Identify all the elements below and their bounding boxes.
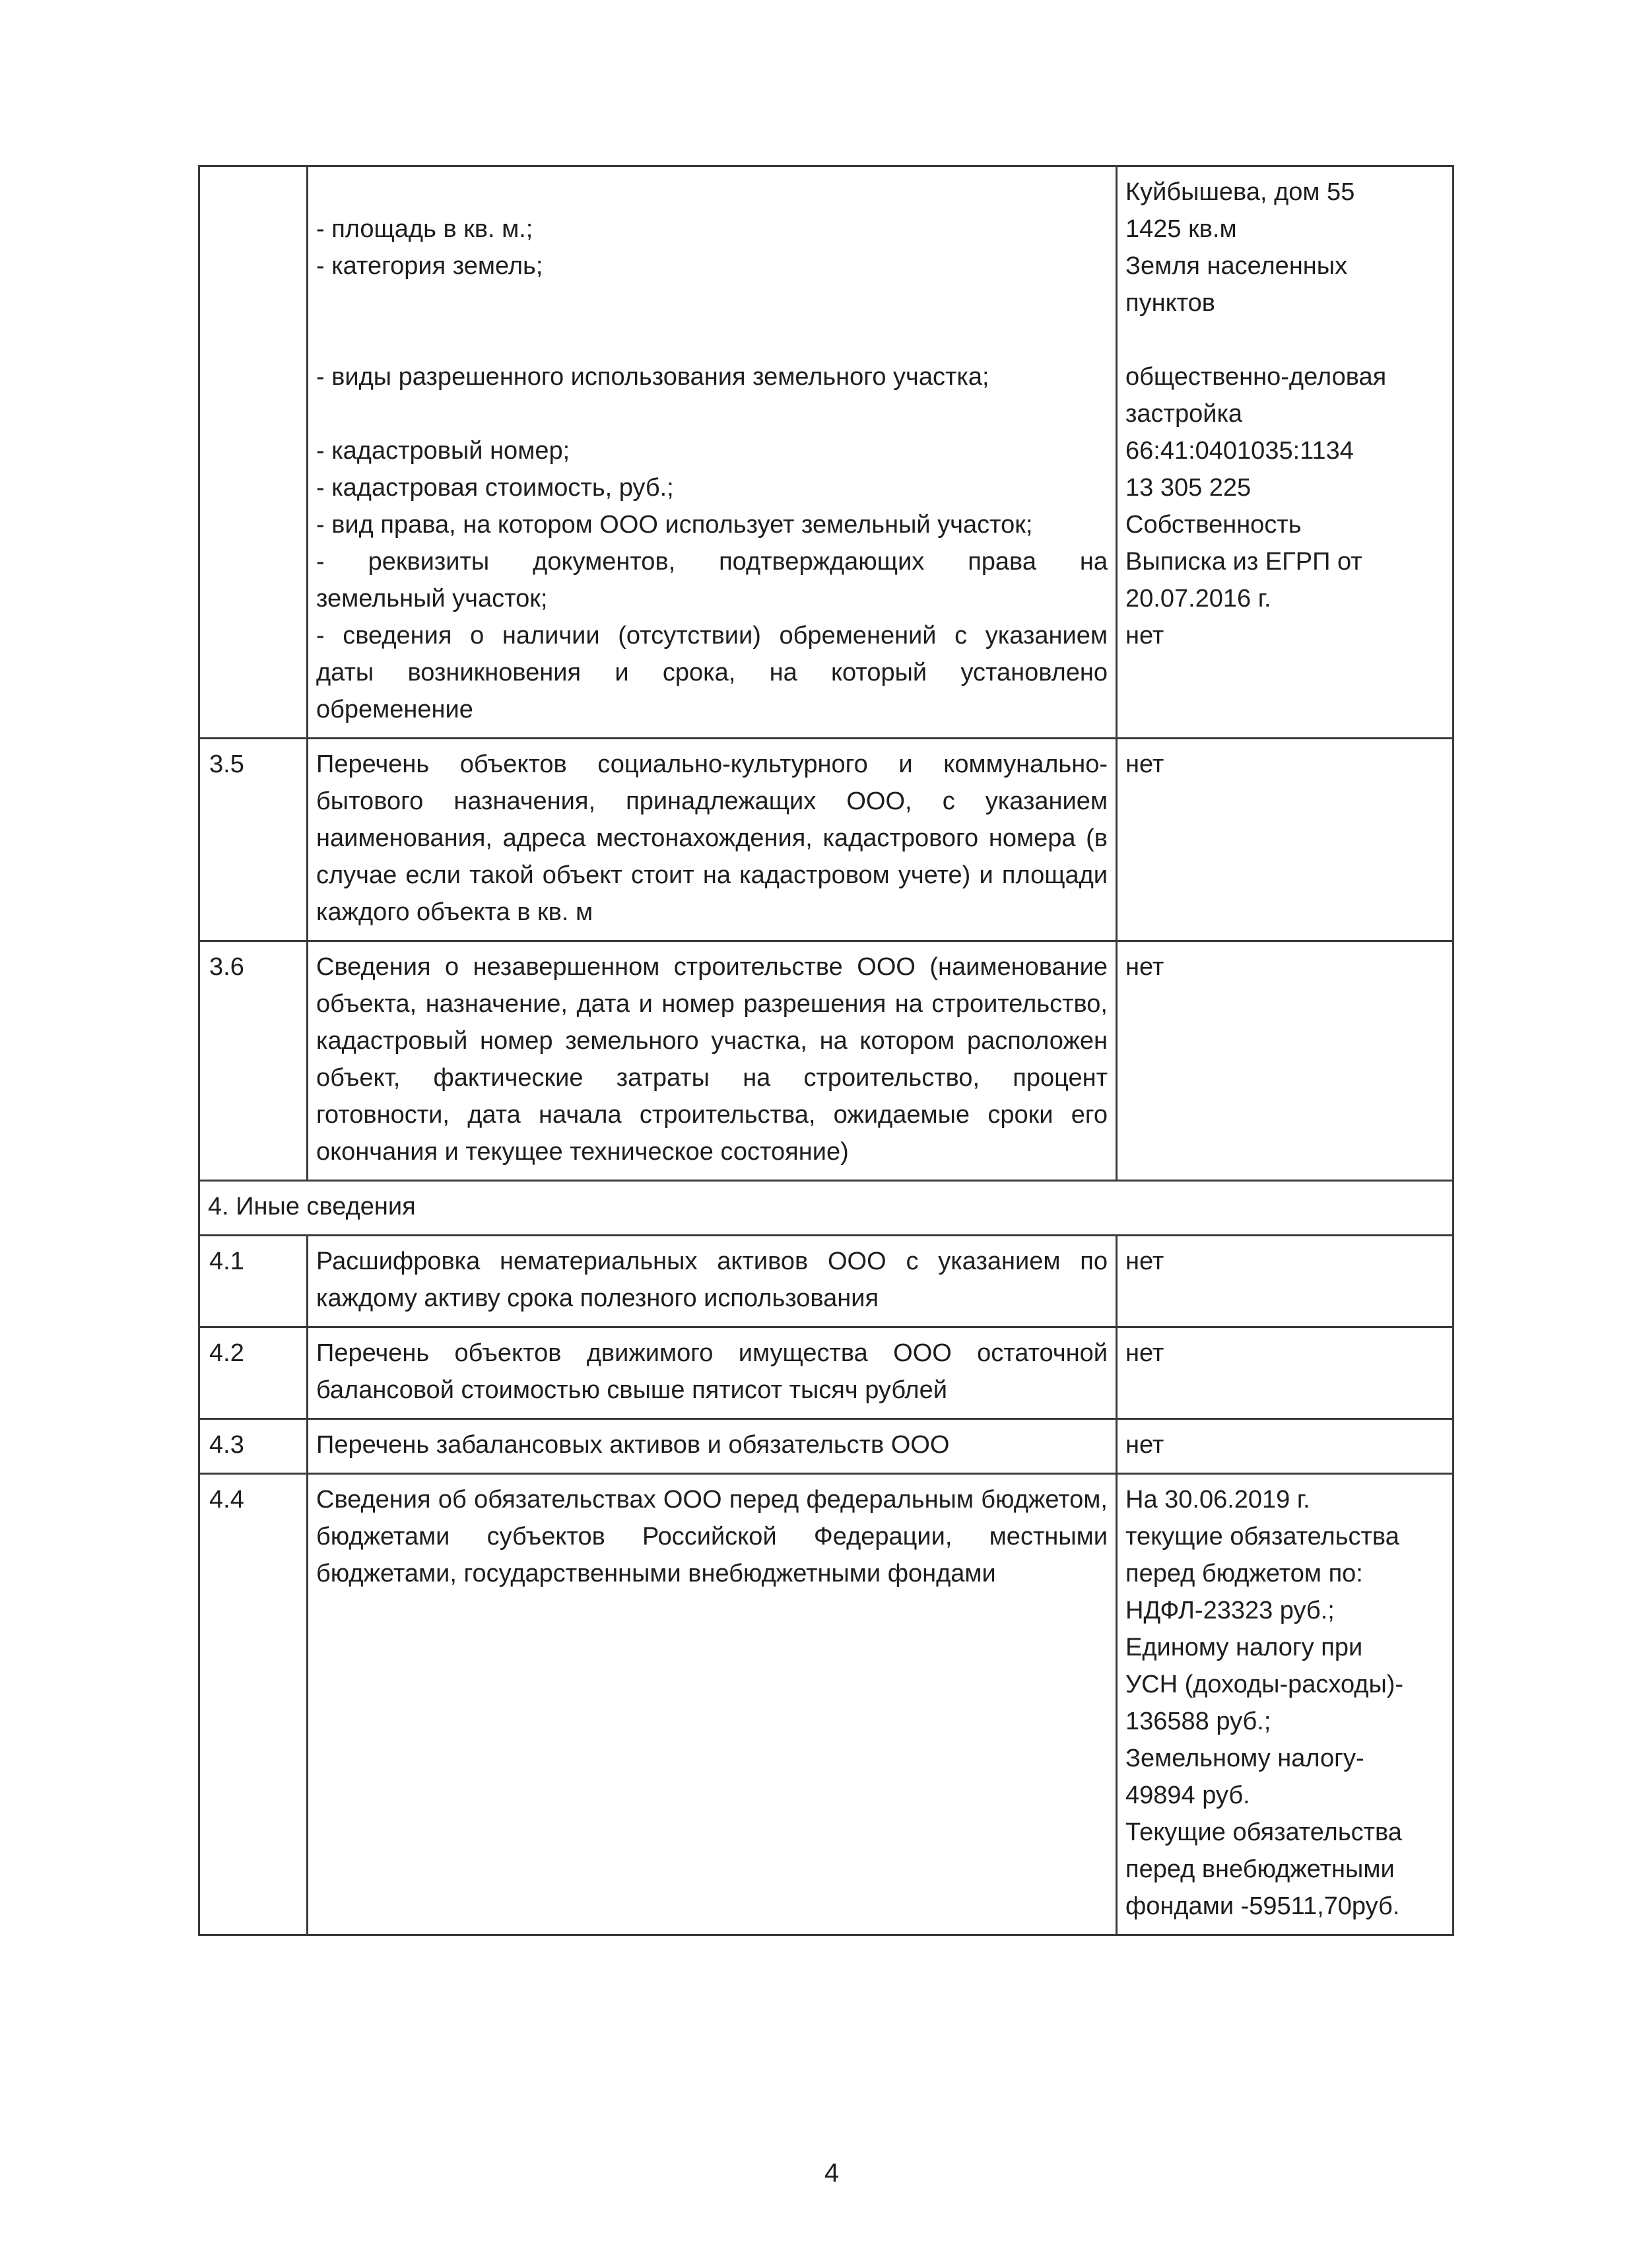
row-number: 4.3	[199, 1419, 308, 1474]
page-number: 4	[824, 2158, 840, 2187]
table-row-4-3	[199, 1419, 1453, 1474]
blank-line	[316, 174, 1108, 211]
area-value: 1425 кв.м	[1125, 215, 1237, 243]
row-number: 4.4	[199, 1474, 308, 1935]
row-description: Сведения об обязательствах ООО перед федеральным бюджетом, бюджетами субъектов Российской Федерации, местными бюджетами, государственными внебюджетными фондами	[308, 1474, 1117, 1935]
table-row-4-2	[199, 1327, 1453, 1419]
permitted-use-value-cont: застройка	[1125, 400, 1243, 428]
desc-line: - реквизиты документов, подтверждающих права на	[316, 548, 1108, 576]
row-description: Перечень объектов социально-культурного и коммунально-бытового назначения, принадлежащих ООО, с указанием наименования, адреса местонахождения, кадастрового номера (в случае если такой объект стоит на кадастровом учете) и площади каждого объекта в кв. м	[308, 739, 1117, 941]
row-value: нет	[1117, 1327, 1453, 1419]
value-line: УСН (доходы-расходы)-	[1125, 1671, 1404, 1698]
desc-line: даты возникновения и срока, на который установлено	[316, 659, 1108, 686]
desc-line: - виды разрешенного использования земельного участка;	[316, 363, 989, 391]
value-line: Текущие обязательства	[1125, 1818, 1402, 1846]
desc-line: земельный участок;	[316, 585, 548, 613]
row-value	[1117, 166, 1453, 739]
row-value: нет	[1117, 1419, 1453, 1474]
value-line: На 30.06.2019 г.	[1125, 1486, 1310, 1514]
value-line: текущие обязательства	[1125, 1523, 1399, 1551]
row-description: Расшифровка нематериальных активов ООО с указанием по каждому активу срока полезного использования	[308, 1236, 1117, 1327]
cadastral-number-value: 66:41:0401035:1134	[1125, 437, 1354, 465]
desc-line: обременение	[316, 696, 473, 723]
land-category-value: Земля населенных	[1125, 252, 1348, 280]
row-value: нет	[1117, 941, 1453, 1181]
table-row-land-plot	[199, 166, 1453, 739]
documents-value-cont: 20.07.2016 г.	[1125, 585, 1271, 613]
value-line: 49894 руб.	[1125, 1782, 1250, 1809]
desc-line: - сведения о наличии (отсутствии) обременений с указанием	[316, 622, 1108, 650]
row-description: Сведения о незавершенном строительстве ООО (наименование объекта, назначение, дата и номер разрешения на строительство, кадастровый номер земельного участка, на котором расположен объект, фактические затраты на строительство, процент готовности, дата начала строительства, ожидаемые сроки его окончания и текущее техническое состояние)	[308, 941, 1117, 1181]
table-row-3-5	[199, 739, 1453, 941]
value-line: перед внебюджетными	[1125, 1855, 1395, 1883]
cadastral-cost-value: 13 305 225	[1125, 474, 1252, 502]
blank-line	[316, 395, 1108, 432]
address-value: Куйбышева, дом 55	[1125, 178, 1355, 206]
table-row-4-1	[199, 1236, 1453, 1327]
permitted-use-value: общественно-деловая	[1125, 363, 1387, 391]
row-value: нет	[1117, 739, 1453, 941]
encumbrance-value: нет	[1125, 622, 1164, 650]
value-line: НДФЛ-23323 руб.;	[1125, 1597, 1335, 1624]
section-title: 4. Иные сведения	[199, 1181, 1453, 1236]
blank-line	[316, 321, 1108, 358]
desc-line: - вид права, на котором ООО использует земельный участок;	[316, 511, 1033, 539]
blank-line	[316, 284, 1108, 321]
table-row-4-4	[199, 1474, 1453, 1935]
property-info-table	[198, 165, 1454, 1936]
desc-line: - категория земель;	[316, 252, 543, 280]
row-description	[308, 166, 1117, 739]
blank-line	[1125, 321, 1444, 358]
row-number	[199, 166, 308, 739]
value-line: перед бюджетом по:	[1125, 1560, 1363, 1587]
documents-value: Выписка из ЕГРП от	[1125, 548, 1362, 576]
desc-line: - площадь в кв. м.;	[316, 215, 533, 243]
value-line: фондами -59511,70руб.	[1125, 1892, 1400, 1920]
row-number: 3.6	[199, 941, 308, 1181]
section-header-row	[199, 1181, 1453, 1236]
value-line: Земельному налогу-	[1125, 1745, 1364, 1772]
row-number: 4.2	[199, 1327, 308, 1419]
desc-line: - кадастровый номер;	[316, 437, 570, 465]
value-line: 136588 руб.;	[1125, 1708, 1271, 1735]
desc-line: - кадастровая стоимость, руб.;	[316, 474, 674, 502]
row-number: 3.5	[199, 739, 308, 941]
row-description: Перечень забалансовых активов и обязательств ООО	[308, 1419, 1117, 1474]
row-description: Перечень объектов движимого имущества ООО остаточной балансовой стоимостью свыше пятисот тысяч рублей	[308, 1327, 1117, 1419]
row-number: 4.1	[199, 1236, 308, 1327]
row-value	[1117, 1474, 1453, 1935]
land-category-value-cont: пунктов	[1125, 289, 1215, 317]
right-type-value: Собственность	[1125, 511, 1302, 539]
value-line: Единому налогу при	[1125, 1634, 1363, 1661]
row-value: нет	[1117, 1236, 1453, 1327]
table-row-3-6	[199, 941, 1453, 1181]
